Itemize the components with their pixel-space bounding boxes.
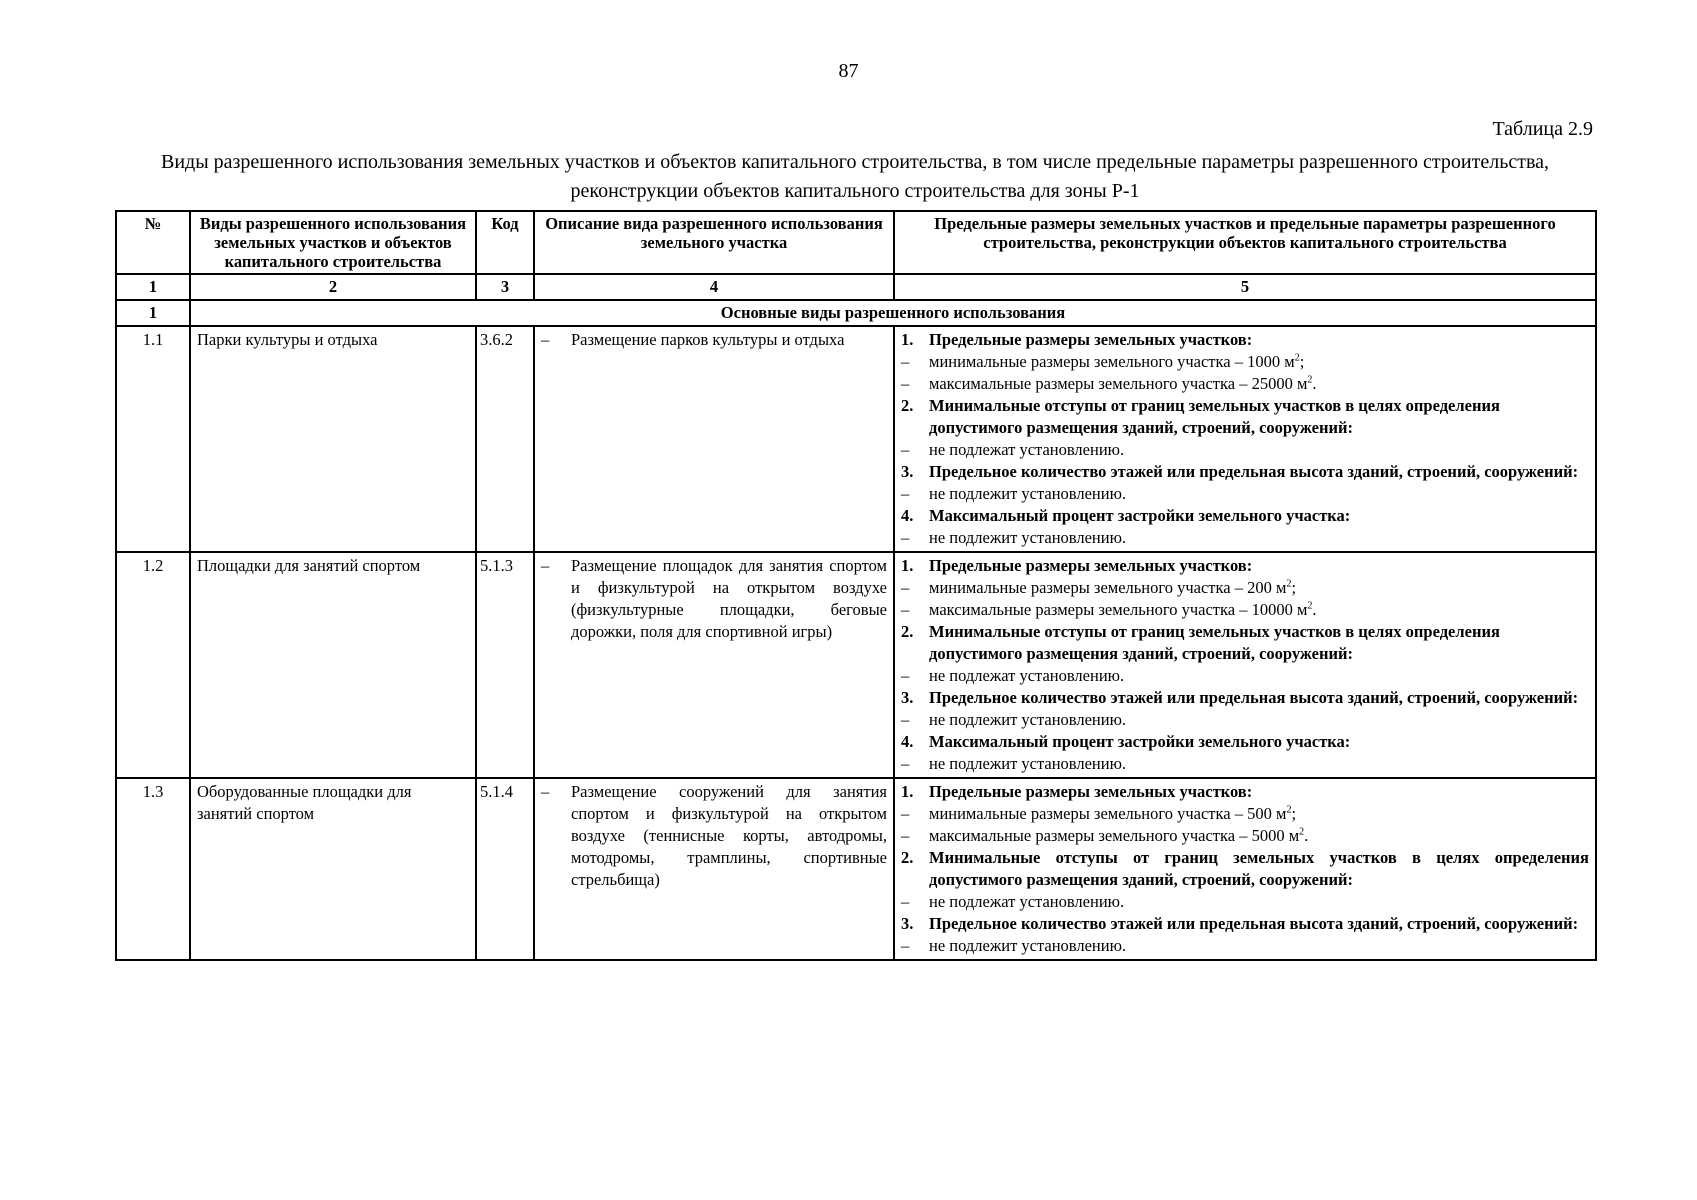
- header-code: Код: [476, 211, 534, 274]
- dash-marker: –: [901, 578, 910, 597]
- dash-marker: –: [541, 556, 550, 575]
- max-area: максимальные размеры земельного участка – 10000 м: [929, 600, 1308, 619]
- table-row: [116, 552, 1596, 778]
- row-kind: Оборудованные площадки для занятий спортом: [190, 778, 476, 960]
- row-kind: Площадки для занятий спортом: [190, 552, 476, 778]
- superscript: 2: [1307, 374, 1313, 386]
- table-row: [116, 778, 1596, 960]
- list-number: 3.: [901, 914, 914, 933]
- limit-value: не подлежит установлению.: [929, 710, 1127, 729]
- row-desc: Размещение сооружений для занятия спортом и физкультурой на открытом воздухе (теннисные корты, автодромы, мотодромы, трамплины, спортивные стрельбища): [571, 782, 887, 889]
- min-area: минимальные размеры земельного участка – 500 м: [929, 804, 1287, 823]
- section-num: 1: [116, 300, 190, 326]
- table-row: [116, 326, 1596, 552]
- column-number-row: [116, 274, 1596, 300]
- limit-value: не подлежит установлению.: [929, 528, 1127, 547]
- list-number: 4.: [901, 506, 914, 525]
- limit-value: не подлежат установлению.: [929, 666, 1125, 685]
- header-limits: Предельные размеры земельных участков и предельные параметры разрешенного строительства, реконструкции объектов капитального строительства: [894, 211, 1596, 274]
- col-number: 5: [894, 274, 1596, 300]
- dash-marker: –: [901, 484, 910, 503]
- header-desc: Описание вида разрешенного использования земельного участка: [534, 211, 894, 274]
- row-desc-cell: [534, 326, 894, 552]
- list-number: 1.: [901, 330, 914, 349]
- min-area: минимальные размеры земельного участка – 1000 м: [929, 352, 1295, 371]
- limit-heading: Предельное количество этажей или предельная высота зданий, строений, сооружений:: [929, 462, 1579, 481]
- list-number: 2.: [901, 622, 914, 641]
- limit-heading: Минимальные отступы от границ земельных участков в целях определения допустимого размещения зданий, строений, сооружений:: [929, 396, 1500, 437]
- limit-heading: Предельные размеры земельных участков:: [929, 782, 1253, 801]
- limit-value: максимальные размеры земельного участка – 10000 $м^2$.: [929, 600, 1317, 619]
- limit-value: минимальные размеры земельного участка – 200 $м^2$;: [929, 578, 1297, 597]
- row-code: 5.1.4: [476, 778, 534, 960]
- header-kind: Виды разрешенного использования земельных участков и объектов капитального строительства: [190, 211, 476, 274]
- superscript: 2: [1286, 804, 1292, 816]
- list-number: 4.: [901, 732, 914, 751]
- row-desc: Размещение площадок для занятия спортом и физкультурой на открытом воздухе (физкультурные площадки, беговые дорожки, поля для спортивной игры): [571, 556, 887, 641]
- col-number: 1: [116, 274, 190, 300]
- list-number: 2.: [901, 396, 914, 415]
- limit-value: не подлежат установлению.: [929, 892, 1125, 911]
- dash-marker: –: [901, 374, 910, 393]
- limit-value: минимальные размеры земельного участка – 1000 $м^2$;: [929, 352, 1305, 371]
- section-title: Основные виды разрешенного использования: [190, 300, 1596, 326]
- dash-marker: –: [901, 826, 910, 845]
- list-number: 3.: [901, 688, 914, 707]
- dash-marker: –: [541, 782, 550, 801]
- zoning-table: [115, 210, 1597, 961]
- limit-heading: Минимальные отступы от границ земельных участков в целях определения допустимого размещения зданий, строений, сооружений:: [929, 622, 1500, 663]
- limit-heading: Предельные размеры земельных участков:: [929, 330, 1253, 349]
- limit-heading: Предельные размеры земельных участков:: [929, 556, 1253, 575]
- superscript: 2: [1286, 578, 1292, 590]
- dash-marker: –: [901, 666, 910, 685]
- list-number: 3.: [901, 462, 914, 481]
- header-num: №: [116, 211, 190, 274]
- row-code: 3.6.2: [476, 326, 534, 552]
- limit-value: минимальные размеры земельного участка – 500 $м^2$;: [929, 804, 1297, 823]
- row-num: 1.2: [116, 552, 190, 778]
- limit-heading: Предельное количество этажей или предельная высота зданий, строений, сооружений:: [929, 914, 1579, 933]
- dash-marker: –: [901, 892, 910, 911]
- row-kind: Парки культуры и отдыха: [190, 326, 476, 552]
- row-num: 1.1: [116, 326, 190, 552]
- dash-marker: –: [901, 440, 910, 459]
- dash-marker: –: [901, 754, 910, 773]
- list-number: 2.: [901, 848, 914, 867]
- superscript: 2: [1294, 352, 1300, 364]
- table-label: Таблица 2.9: [1492, 118, 1593, 140]
- limit-value: не подлежит установлению.: [929, 484, 1127, 503]
- dash-marker: –: [541, 330, 550, 349]
- dash-marker: –: [901, 600, 910, 619]
- row-desc-cell: [534, 778, 894, 960]
- section-row: [116, 300, 1596, 326]
- row-limits-cell: [894, 778, 1596, 960]
- list-number: 1.: [901, 556, 914, 575]
- row-desc-cell: [534, 552, 894, 778]
- table-caption: Виды разрешенного использования земельных участков и объектов капитального строительства, в том числе предельные параметры разрешенного строительства, реконструкции объектов капитального строительства для зоны Р-1: [160, 151, 1550, 202]
- row-code: 5.1.3: [476, 552, 534, 778]
- limit-heading: Максимальный процент застройки земельного участка:: [929, 732, 1351, 751]
- max-area: максимальные размеры земельного участка – 25000 м: [929, 374, 1308, 393]
- limit-heading: Минимальные отступы от границ земельных участков в целях определения допустимого размещения зданий, строений, сооружений:: [929, 848, 1589, 889]
- dash-marker: –: [901, 936, 910, 955]
- col-number: 2: [190, 274, 476, 300]
- row-desc: Размещение парков культуры и отдыха: [571, 330, 845, 349]
- page-number: 87: [838, 60, 859, 82]
- dash-marker: –: [901, 804, 910, 823]
- limit-value: максимальные размеры земельного участка – 5000 $м^2$.: [929, 826, 1309, 845]
- col-number: 4: [534, 274, 894, 300]
- row-num: 1.3: [116, 778, 190, 960]
- limit-value: максимальные размеры земельного участка – 25000 $м^2$.: [929, 374, 1317, 393]
- col-number: 3: [476, 274, 534, 300]
- limit-value: не подлежит установлению.: [929, 936, 1127, 955]
- header-row: [116, 211, 1596, 274]
- superscript: 2: [1299, 826, 1305, 838]
- limit-heading: Максимальный процент застройки земельного участка:: [929, 506, 1351, 525]
- limit-heading: Предельное количество этажей или предельная высота зданий, строений, сооружений:: [929, 688, 1579, 707]
- row-limits-cell: [894, 552, 1596, 778]
- limit-value: не подлежит установлению.: [929, 754, 1127, 773]
- min-area: минимальные размеры земельного участка – 200 м: [929, 578, 1287, 597]
- superscript: 2: [1307, 600, 1313, 612]
- dash-marker: –: [901, 352, 910, 371]
- dash-marker: –: [901, 528, 910, 547]
- list-number: 1.: [901, 782, 914, 801]
- limit-value: не подлежат установлению.: [929, 440, 1125, 459]
- row-limits-cell: [894, 326, 1596, 552]
- dash-marker: –: [901, 710, 910, 729]
- max-area: максимальные размеры земельного участка – 5000 м: [929, 826, 1300, 845]
